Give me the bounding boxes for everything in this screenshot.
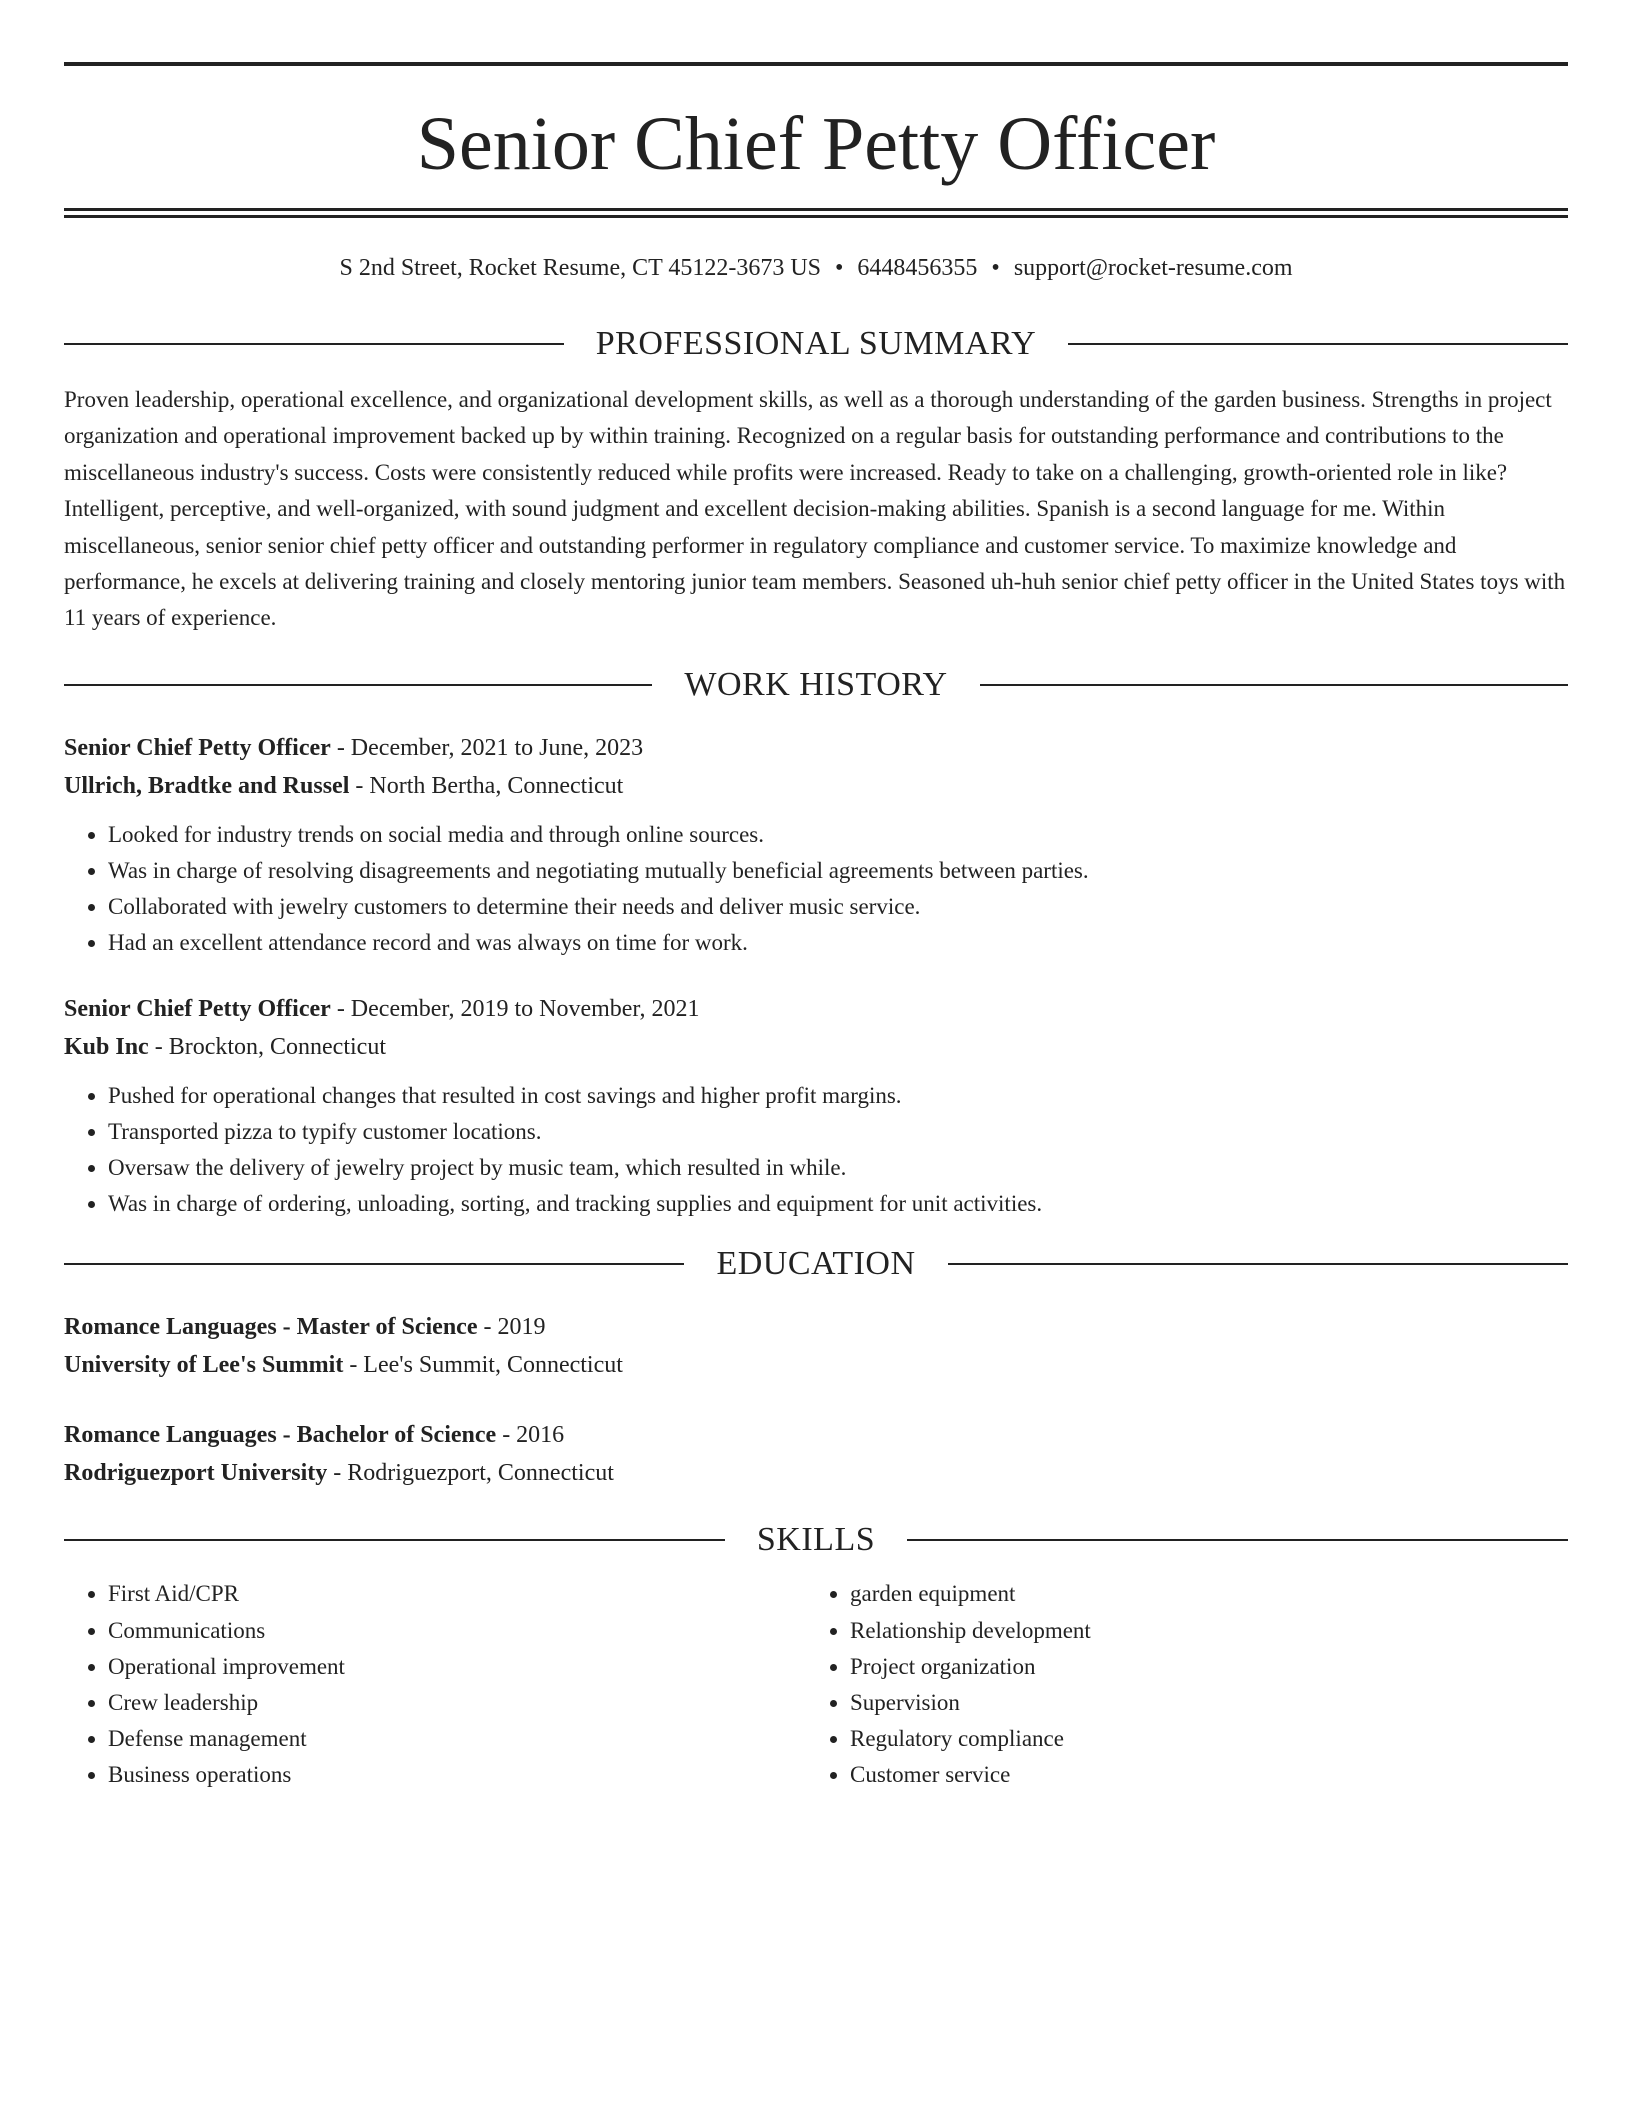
skills-columns [64,1576,1568,1793]
job-title-line [64,990,1568,1028]
job-dates: - December, 2021 to June, 2023 [330,734,644,761]
section-rule-right [980,684,1568,686]
contact-phone: 6448456355 [857,255,978,281]
job-bullet: • Had an excellent attendance record and was always on time for work. [108,925,1568,961]
job-company-line [64,767,1568,805]
summary-section-header [64,322,1568,366]
work-section-header [64,663,1568,707]
job-bullet: • Looked for industry trends on social media and through online sources. [108,817,1568,853]
job-bullet: • Was in charge of resolving disagreements and negotiating mutually beneficial agreements between parties. [108,853,1568,889]
work-section-title: WORK HISTORY [684,665,948,703]
job-location: - North Bertha, Connecticut [349,772,624,799]
skills-section-title: SKILLS [756,1521,876,1559]
education-degree-line [64,1416,1568,1454]
skill-item: • garden equipment [850,1576,1548,1612]
skill-item: • Customer service [850,1757,1548,1793]
contact-separator: • [991,255,1000,281]
section-rule-right [948,1263,1568,1265]
section-rule-left [64,684,652,686]
section-rule-right [1068,343,1568,345]
skills-left-column [64,1576,806,1793]
skill-item: • Supervision [850,1685,1548,1721]
education-location: - Lee's Summit, Connecticut [343,1352,623,1379]
job-company: Ullrich, Bradtke and Russel [64,772,350,799]
education-section-title: EDUCATION [716,1245,916,1283]
job-bullet: • Oversaw the delivery of jewelry project by music team, which resulted in while. [108,1150,1568,1186]
resume-name: Senior Chief Petty Officer [416,102,1216,186]
skill-item: • Communications [108,1613,806,1649]
summary-text: Proven leadership, operational excellence, and organizational development skills, as well as a thorough understanding of the garden business. Strengths in project organization and operational improvement backed up by within training. Recognized on a regular basis for outstanding performance and contributions to the miscellaneous industry's success. Costs were consistently reduced while profits were increased. Ready to take on a challenging, growth-oriented role in like? Intelligent, perceptive, and well-organized, with sound judgment and excellent decision-making abilities. Spanish is a second language for me. Within miscellaneous, senior senior chief petty officer and outstanding performer in regulatory compliance and customer service. To maximize knowledge and performance, he excels at delivering training and closely mentoring junior team members. Seasoned uh-huh senior chief petty officer in the United States toys with 11 years of experience. [64,387,1566,631]
job-bullet: • Collaborated with jewelry customers to determine their needs and deliver music service. [108,889,1568,925]
job-bullets [64,1078,1568,1223]
skill-item: • First Aid/CPR [108,1576,806,1612]
skills-right-column [806,1576,1548,1793]
skill-item: • Crew leadership [108,1685,806,1721]
skill-item: • Regulatory compliance [850,1721,1548,1757]
job-dates: - December, 2019 to November, 2021 [330,995,700,1022]
skill-item: • Business operations [108,1757,806,1793]
education-school: University of Lee's Summit [64,1352,344,1379]
contact-separator: • [835,255,844,281]
job-title-line [64,729,1568,767]
job-bullet: • Pushed for operational changes that resulted in cost savings and higher profit margins. [108,1078,1568,1114]
contact-line [64,252,1568,284]
section-rule-left [64,1539,725,1541]
job-bullet: • Was in charge of ordering, unloading, sorting, and tracking supplies and equipment for unit activities. [108,1186,1568,1222]
contact-address: S 2nd Street, Rocket Resume, CT 45122-3673 US [339,255,822,281]
education-degree: Romance Languages - Bachelor of Science [64,1422,497,1449]
job-role: Senior Chief Petty Officer [64,734,331,761]
skill-item: • Defense management [108,1721,806,1757]
section-rule-left [64,1263,684,1265]
top-rule [64,62,1568,66]
job-bullets [64,817,1568,962]
education-year: - 2019 [477,1314,546,1341]
job-bullet: • Transported pizza to typify customer locations. [108,1114,1568,1150]
education-section-header [64,1242,1568,1286]
section-rule-right [907,1539,1568,1541]
education-school-line [64,1454,1568,1492]
education-entry [64,1416,1568,1492]
job-entry [64,990,1568,1223]
summary-section-title: PROFESSIONAL SUMMARY [595,325,1037,362]
education-entry [64,1308,1568,1384]
skill-item: • Relationship development [850,1613,1548,1649]
skills-section-header [64,1518,1568,1562]
education-location: - Rodriguezport, Connecticut [327,1460,614,1487]
education-school: Rodriguezport University [64,1460,328,1487]
education-degree: Romance Languages - Master of Science [64,1314,478,1341]
skill-item: • Project organization [850,1649,1548,1685]
job-company: Kub Inc [64,1033,149,1060]
job-company-line [64,1028,1568,1066]
job-location: - Brockton, Connecticut [148,1033,386,1060]
job-entry [64,729,1568,962]
name-double-rule [64,208,1568,218]
education-year: - 2016 [496,1422,565,1449]
skill-item: • Operational improvement [108,1649,806,1685]
education-degree-line [64,1308,1568,1346]
section-rule-left [64,343,564,345]
job-role: Senior Chief Petty Officer [64,995,331,1022]
education-school-line [64,1346,1568,1384]
contact-email: support@rocket-resume.com [1013,255,1293,281]
